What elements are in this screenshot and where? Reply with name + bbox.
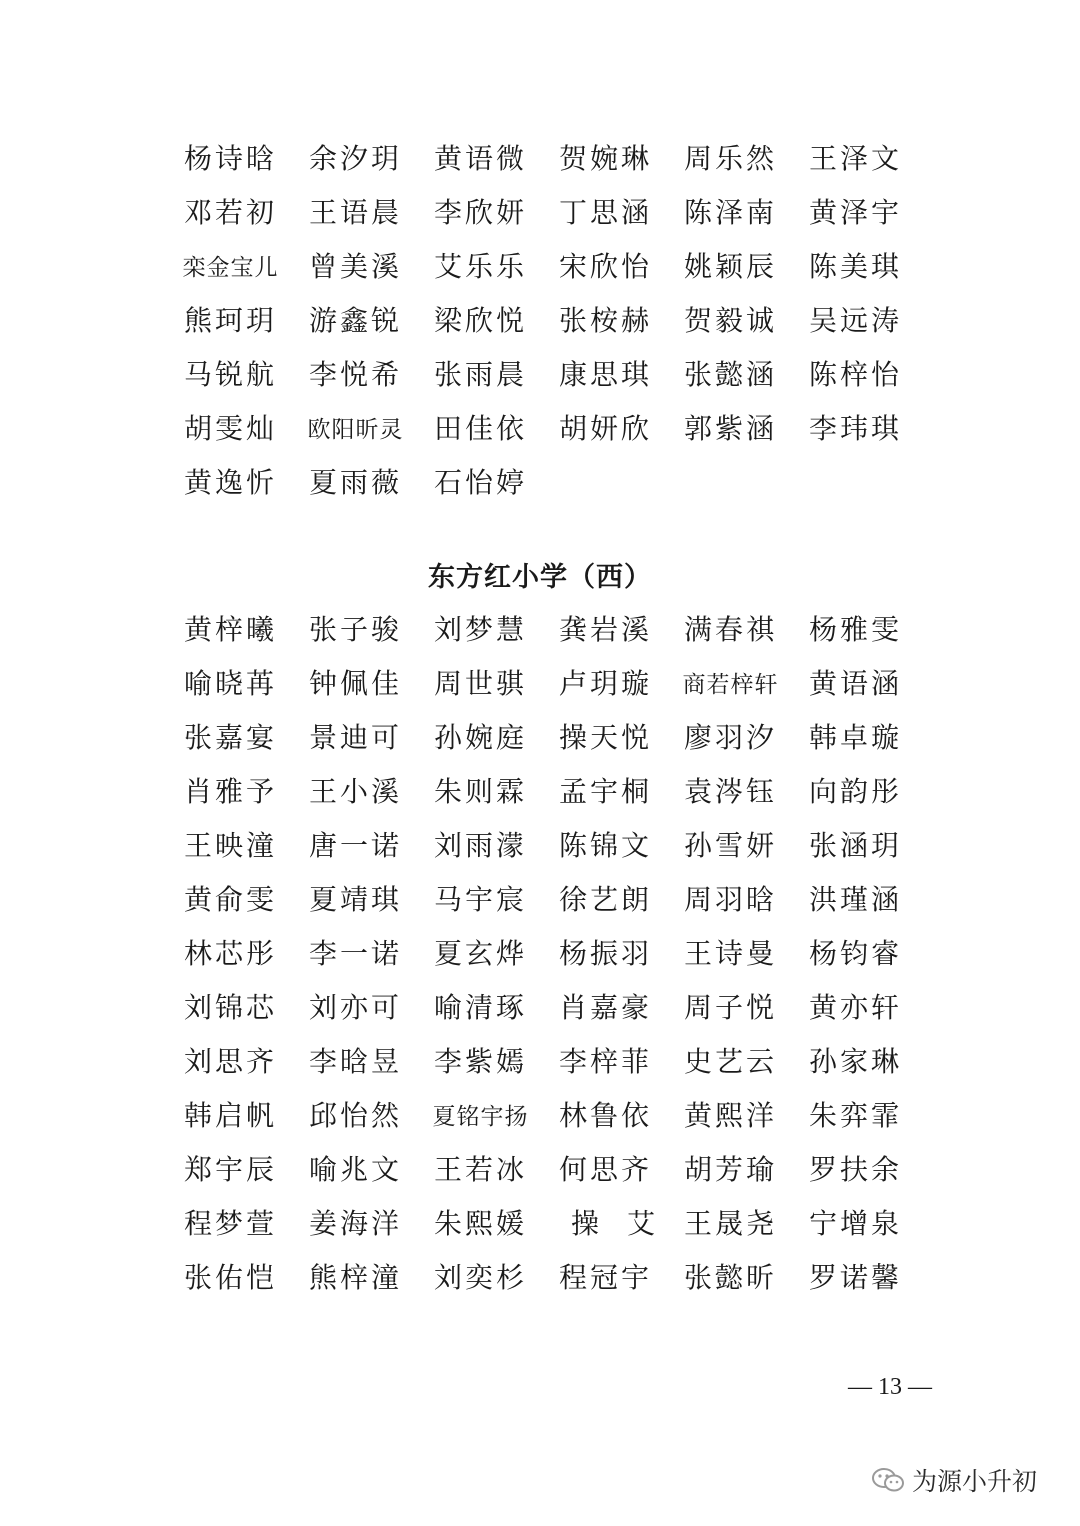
student-name: 张懿涵 xyxy=(683,358,777,391)
student-name: 罗扶余 xyxy=(808,1153,902,1186)
name-row xyxy=(168,184,920,238)
student-name: 周羽晗 xyxy=(683,883,777,916)
name-row xyxy=(168,817,920,871)
name-row xyxy=(168,1087,920,1141)
student-name: 王晟尧 xyxy=(683,1207,777,1240)
student-name: 吴远涛 xyxy=(808,304,902,337)
student-name: 曾美溪 xyxy=(308,250,402,283)
student-name: 夏铭宇扬 xyxy=(432,1103,529,1130)
name-row xyxy=(168,709,920,763)
student-name: 杨振羽 xyxy=(558,937,652,970)
student-name: 刘梦慧 xyxy=(433,613,527,646)
student-name: 陈泽南 xyxy=(683,196,777,229)
student-name: 刘锦芯 xyxy=(183,991,277,1024)
student-name: 康思琪 xyxy=(558,358,652,391)
student-name: 孙雪妍 xyxy=(683,829,777,862)
student-name: 孙家琳 xyxy=(808,1045,902,1078)
section-title: 东方红小学（西） xyxy=(428,562,652,593)
student-name: 孟宇桐 xyxy=(558,775,652,808)
student-name: 史艺云 xyxy=(683,1045,777,1078)
student-name: 李晗昱 xyxy=(308,1045,402,1078)
student-name: 林芯彤 xyxy=(183,937,277,970)
student-name: 林鲁依 xyxy=(558,1099,652,1132)
student-name: 张雨晨 xyxy=(433,358,527,391)
student-name: 马宇宸 xyxy=(433,883,527,916)
student-name: 程冠宇 xyxy=(558,1261,652,1294)
student-name: 陈锦文 xyxy=(558,829,652,862)
watermark xyxy=(870,1462,1037,1498)
student-name: 郑宇辰 xyxy=(183,1153,277,1186)
name-row xyxy=(168,1195,920,1249)
student-name: 朱熙媛 xyxy=(433,1207,527,1240)
student-name: 游鑫锐 xyxy=(308,304,402,337)
student-name: 袁涔钰 xyxy=(683,775,777,808)
student-name: 黄熙洋 xyxy=(683,1099,777,1132)
student-name: 黄语涵 xyxy=(808,667,902,700)
student-name: 程梦萱 xyxy=(183,1207,277,1240)
student-name: 喻清琢 xyxy=(433,991,527,1024)
student-name: 夏靖琪 xyxy=(308,883,402,916)
student-name: 张子骏 xyxy=(308,613,402,646)
student-name: 欧阳昕灵 xyxy=(307,416,404,443)
student-name: 胡雯灿 xyxy=(183,412,277,445)
student-name: 胡芳瑜 xyxy=(683,1153,777,1186)
student-name: 张嘉宴 xyxy=(183,721,277,754)
student-name: 陈梓怡 xyxy=(808,358,902,391)
student-name: 钟佩佳 xyxy=(308,667,402,700)
student-name: 胡妍欣 xyxy=(558,412,652,445)
name-list-section-2 xyxy=(168,601,920,1303)
student-name: 黄亦轩 xyxy=(808,991,902,1024)
student-name: 熊珂玥 xyxy=(183,304,277,337)
student-name: 张桉赫 xyxy=(558,304,652,337)
student-name: 黄泽宇 xyxy=(808,196,902,229)
student-name: 陈美琪 xyxy=(808,250,902,283)
student-name: 石怡婷 xyxy=(433,466,527,499)
name-row xyxy=(168,292,920,346)
student-name: 王泽文 xyxy=(808,142,902,175)
student-name: 宁增泉 xyxy=(808,1207,902,1240)
student-name: 杨诗晗 xyxy=(183,142,277,175)
student-name: 夏雨薇 xyxy=(308,466,402,499)
name-list-section-1 xyxy=(168,130,920,508)
student-name: 肖雅予 xyxy=(183,775,277,808)
student-name: 唐一诺 xyxy=(308,829,402,862)
name-row xyxy=(168,1033,920,1087)
student-name: 王诗曼 xyxy=(683,937,777,970)
name-row xyxy=(168,400,920,454)
student-name: 卢玥璇 xyxy=(558,667,652,700)
student-name: 贺毅诚 xyxy=(683,304,777,337)
student-name: 洪瑾涵 xyxy=(808,883,902,916)
student-name: 张懿昕 xyxy=(683,1261,777,1294)
student-name: 李悦希 xyxy=(308,358,402,391)
student-name: 何思齐 xyxy=(558,1153,652,1186)
student-name: 黄语微 xyxy=(433,142,527,175)
student-name: 景迪可 xyxy=(308,721,402,754)
student-name: 李梓菲 xyxy=(558,1045,652,1078)
name-row xyxy=(168,763,920,817)
student-name: 周乐然 xyxy=(683,142,777,175)
student-name: 孙婉庭 xyxy=(433,721,527,754)
student-name: 李欣妍 xyxy=(433,196,527,229)
student-name: 杨钧睿 xyxy=(808,937,902,970)
student-name: 贺婉琳 xyxy=(558,142,652,175)
student-name: 韩启帆 xyxy=(183,1099,277,1132)
student-name: 杨雅雯 xyxy=(808,613,902,646)
name-row xyxy=(168,979,920,1033)
name-row xyxy=(168,655,920,709)
student-name: 韩卓璇 xyxy=(808,721,902,754)
student-name: 刘奕杉 xyxy=(433,1261,527,1294)
name-row xyxy=(168,925,920,979)
student-name: 喻兆文 xyxy=(308,1153,402,1186)
student-name: 王若冰 xyxy=(433,1153,527,1186)
student-name: 栾金宝儿 xyxy=(182,254,279,281)
watermark-text: 为源小升初 xyxy=(912,1467,1038,1496)
student-name: 田佳依 xyxy=(433,412,527,445)
name-row xyxy=(168,130,920,184)
student-name: 刘亦可 xyxy=(308,991,402,1024)
student-name: 张涵玥 xyxy=(808,829,902,862)
student-name: 王小溪 xyxy=(308,775,402,808)
student-name: 朱则霖 xyxy=(433,775,527,808)
student-name: 周子悦 xyxy=(683,991,777,1024)
student-name: 商若梓轩 xyxy=(682,671,779,698)
student-name: 满春祺 xyxy=(683,613,777,646)
wechat-official-account-icon xyxy=(870,1465,906,1495)
page-number: — 13 — xyxy=(848,1374,932,1400)
student-name: 邓若初 xyxy=(183,196,277,229)
student-name: 余汐玥 xyxy=(308,142,402,175)
name-row xyxy=(168,346,920,400)
name-row xyxy=(168,601,920,655)
student-name: 操艾 xyxy=(571,1207,684,1240)
student-name: 朱弈霏 xyxy=(808,1099,902,1132)
student-name: 黄梓曦 xyxy=(183,613,277,646)
student-name: 向韵彤 xyxy=(808,775,902,808)
student-name: 周世骐 xyxy=(433,667,527,700)
student-name: 操天悦 xyxy=(558,721,652,754)
student-name: 姜海洋 xyxy=(308,1207,402,1240)
student-name: 肖嘉豪 xyxy=(558,991,652,1024)
student-name: 邱怡然 xyxy=(308,1099,402,1132)
student-name: 宋欣怡 xyxy=(558,250,652,283)
student-name: 李一诺 xyxy=(308,937,402,970)
student-name: 姚颖辰 xyxy=(683,250,777,283)
student-name: 李紫嫣 xyxy=(433,1045,527,1078)
name-row xyxy=(168,238,920,292)
name-row xyxy=(168,871,920,925)
student-name: 梁欣悦 xyxy=(433,304,527,337)
student-name: 丁思涵 xyxy=(558,196,652,229)
name-row xyxy=(168,1141,920,1195)
student-name: 徐艺朗 xyxy=(558,883,652,916)
student-name: 王映潼 xyxy=(183,829,277,862)
name-row xyxy=(168,454,920,508)
student-name: 龚岩溪 xyxy=(558,613,652,646)
student-name: 夏玄烨 xyxy=(433,937,527,970)
name-row xyxy=(168,1249,920,1303)
student-name: 喻晓苒 xyxy=(183,667,277,700)
student-name: 黄逸忻 xyxy=(183,466,277,499)
student-name: 马锐航 xyxy=(183,358,277,391)
student-name: 王语晨 xyxy=(308,196,402,229)
student-name: 张佑恺 xyxy=(183,1261,277,1294)
student-name: 熊梓潼 xyxy=(308,1261,402,1294)
student-name: 黄俞雯 xyxy=(183,883,277,916)
student-name: 刘思齐 xyxy=(183,1045,277,1078)
student-name: 郭紫涵 xyxy=(683,412,777,445)
student-name: 刘雨濛 xyxy=(433,829,527,862)
student-name: 罗诺馨 xyxy=(808,1261,902,1294)
student-name: 李玮琪 xyxy=(808,412,902,445)
student-name: 廖羽汐 xyxy=(683,721,777,754)
student-name: 艾乐乐 xyxy=(433,250,527,283)
